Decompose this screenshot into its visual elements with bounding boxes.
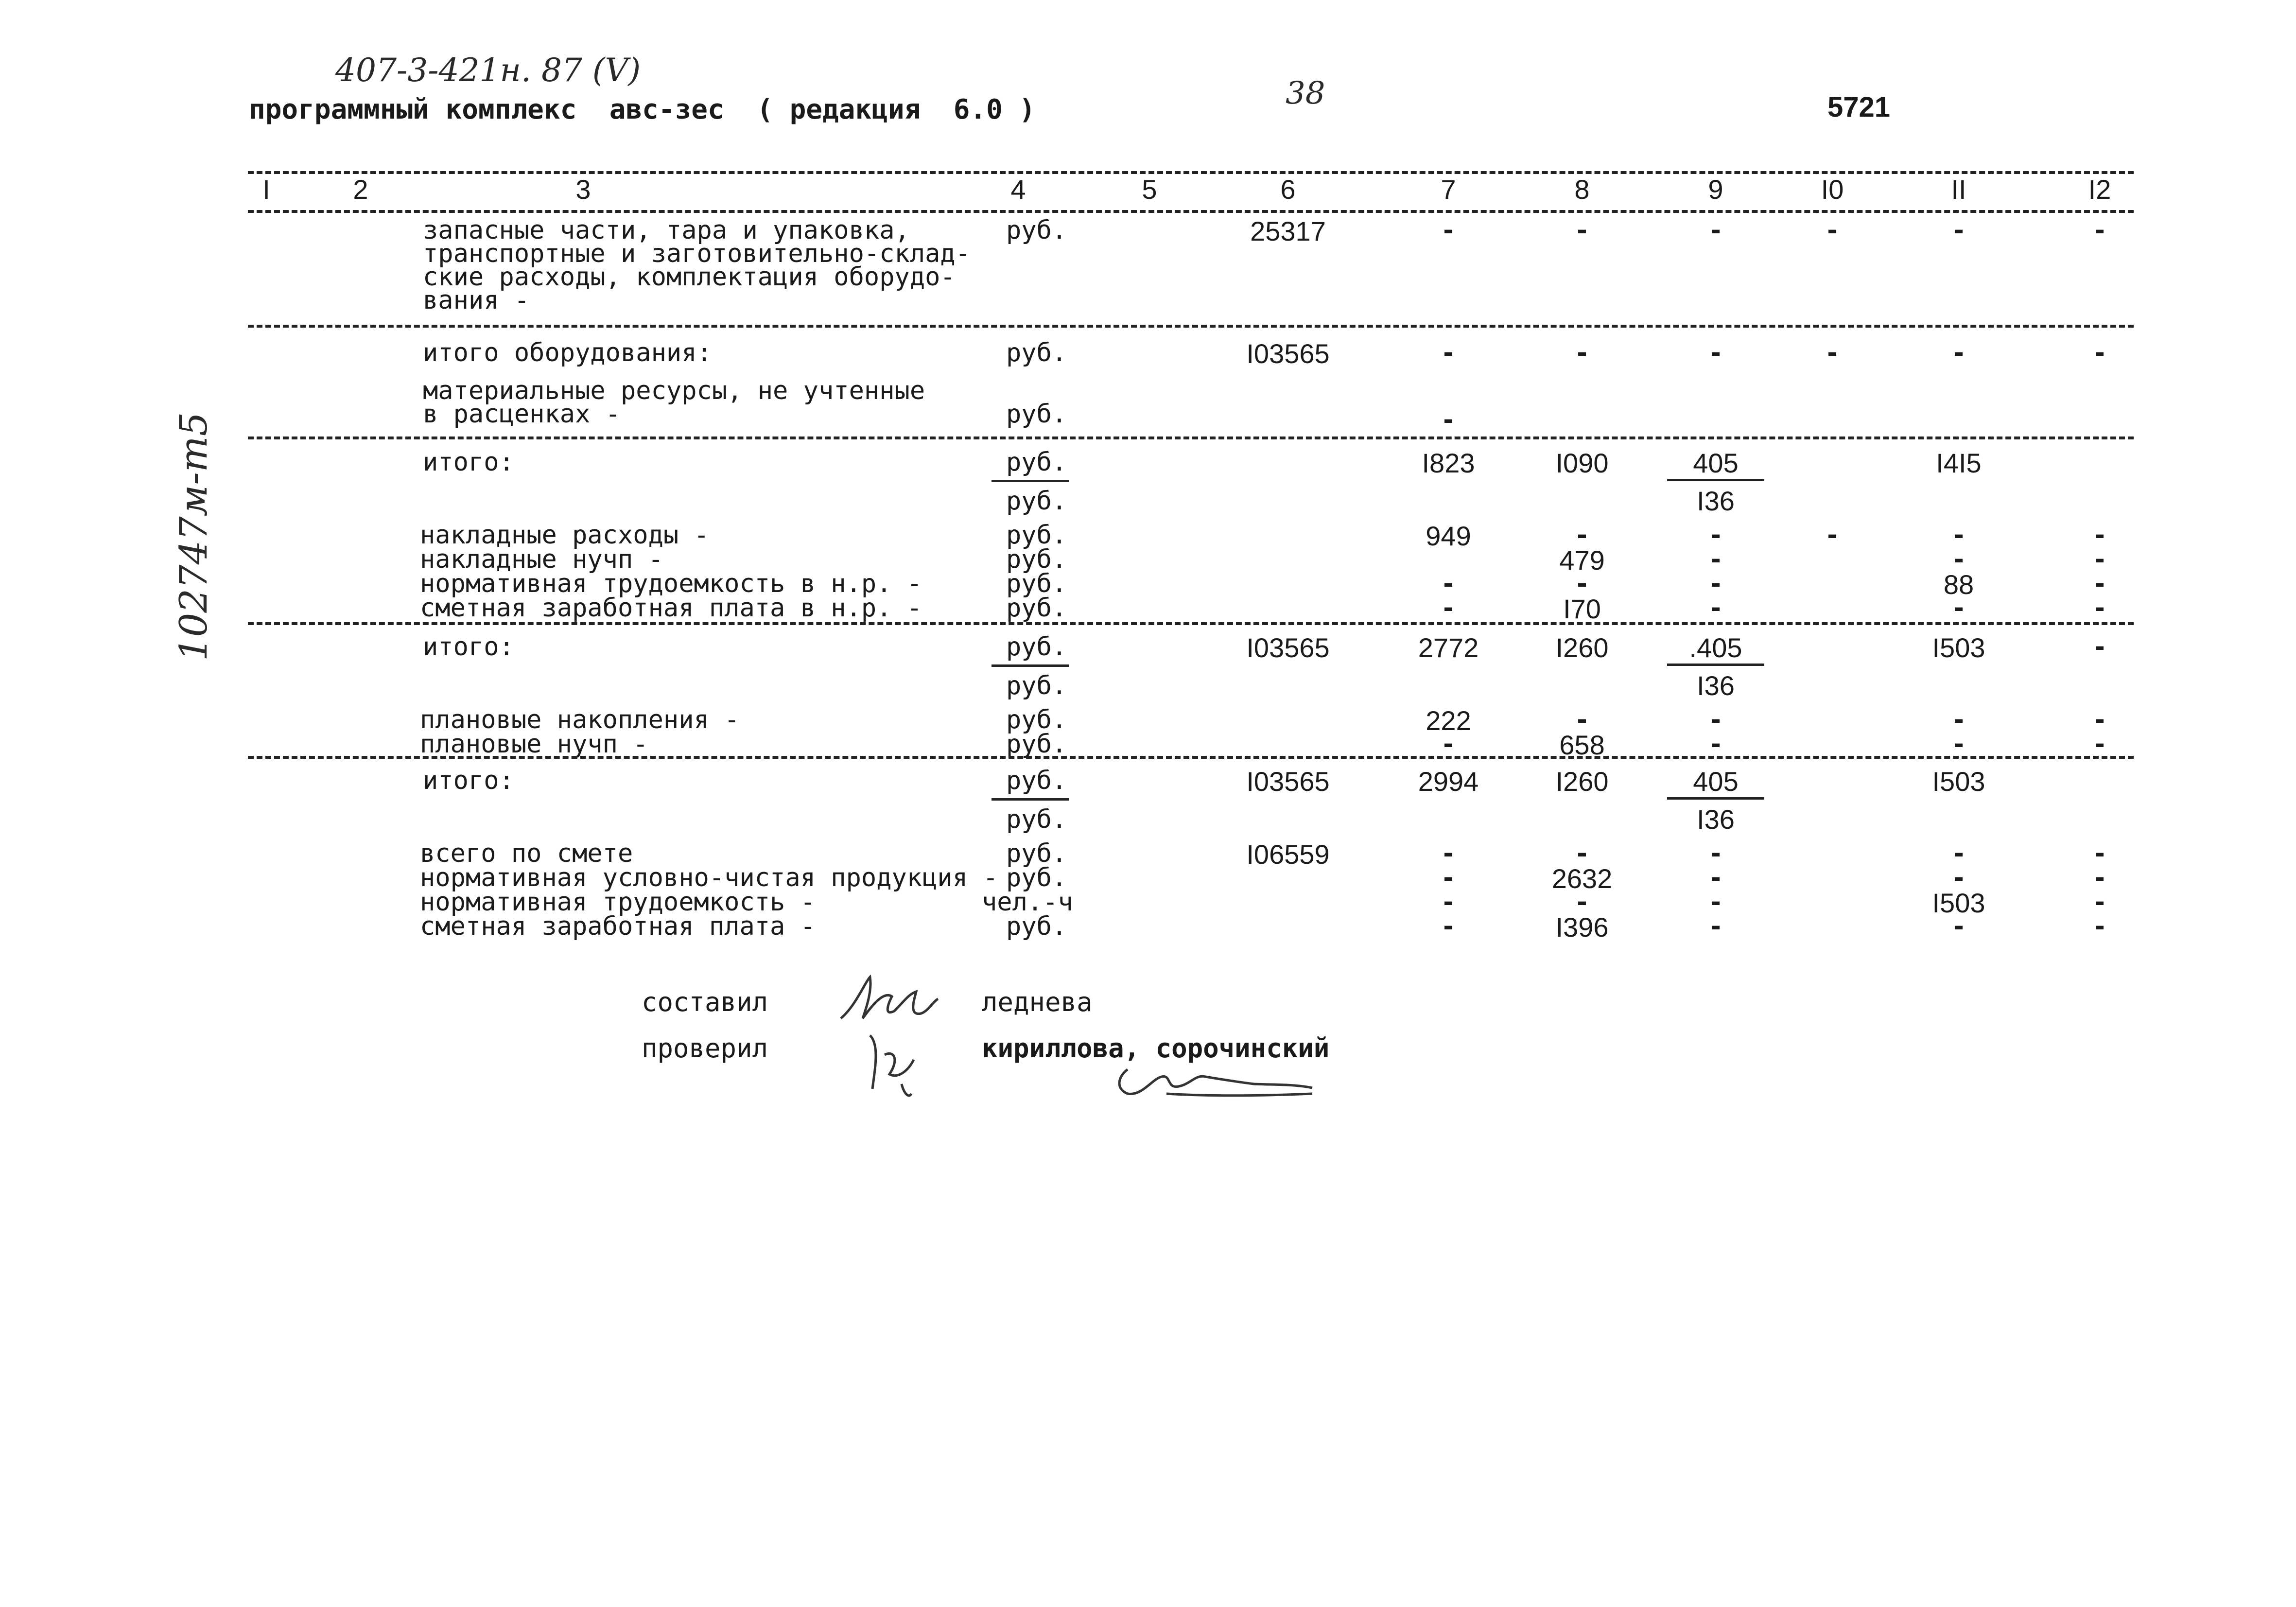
row-label: нормативная трудоемкость - <box>420 888 816 917</box>
empty-cell: - <box>2092 888 2107 917</box>
column-header: 2 <box>353 174 368 205</box>
unit-cell: руб. <box>1006 216 1067 245</box>
row-label: вания - <box>423 286 530 315</box>
value-cell: I36 <box>1697 804 1735 835</box>
empty-cell: - <box>1441 338 1456 367</box>
value-cell: I503 <box>1932 888 1985 918</box>
unit-cell: руб. <box>1006 569 1067 598</box>
empty-cell: - <box>1951 863 1966 892</box>
unit-cell: руб. <box>1006 766 1067 795</box>
value-cell: I260 <box>1555 632 1609 663</box>
value-cell: I03565 <box>1246 632 1330 663</box>
value-cell: I36 <box>1697 486 1735 516</box>
empty-cell: - <box>1708 863 1723 892</box>
row-label: запасные части, тара и упаковка, <box>423 216 910 245</box>
empty-cell: - <box>1708 839 1723 868</box>
signature-kirillova <box>855 1026 933 1103</box>
program-title: программный комплекс авс-зес ( редакция 6.0 ) <box>249 94 1036 125</box>
row-label: материальные ресурсы, не учтенные <box>423 376 925 405</box>
unit-cell: руб. <box>1006 338 1067 367</box>
empty-cell: - <box>1441 594 1456 623</box>
value-cell: I503 <box>1932 632 1985 663</box>
empty-cell: - <box>1951 839 1966 868</box>
row-label: сметная заработная плата - <box>420 912 816 941</box>
row-label: нормативная трудоемкость в н.р. - <box>420 569 922 598</box>
empty-cell: - <box>1951 521 1966 550</box>
value-cell: 25317 <box>1250 216 1326 246</box>
empty-cell: - <box>1951 594 1966 623</box>
empty-cell: - <box>2092 705 2107 734</box>
unit-cell: руб. <box>1006 487 1067 516</box>
row-label: накладные расходы - <box>420 521 709 550</box>
row-label: накладные нучп - <box>420 545 663 574</box>
value-cell: 2632 <box>1551 863 1613 894</box>
empty-cell: - <box>2092 594 2107 623</box>
value-cell: I03565 <box>1246 338 1330 369</box>
empty-cell: - <box>1441 888 1456 917</box>
column-header: 4 <box>1010 174 1026 205</box>
value-cell: I70 <box>1563 594 1601 624</box>
empty-cell: - <box>1574 338 1590 367</box>
empty-cell: - <box>1441 730 1456 759</box>
unit-cell: руб. <box>1006 521 1067 550</box>
unit-cell: руб. <box>1006 400 1067 429</box>
value-cell: 658 <box>1559 730 1605 760</box>
value-cell: 222 <box>1426 705 1471 736</box>
underline <box>991 664 1069 667</box>
empty-cell: - <box>2092 216 2107 245</box>
empty-cell: - <box>1708 338 1723 367</box>
value-cell: 949 <box>1426 521 1471 551</box>
empty-cell: - <box>1825 521 1840 550</box>
total-label: итого: <box>423 632 514 662</box>
empty-cell: - <box>1574 569 1590 598</box>
empty-cell: - <box>1825 338 1840 367</box>
row-label: всего по смете <box>420 839 633 868</box>
empty-cell: - <box>1574 521 1590 550</box>
empty-cell: - <box>2092 912 2107 941</box>
empty-cell: - <box>1951 338 1966 367</box>
unit-cell: чел.-ч <box>982 888 1073 917</box>
empty-cell: - <box>1825 216 1840 245</box>
header-bottom-rule <box>248 210 2134 213</box>
side-stamp: 102747м-т5 <box>172 412 216 661</box>
empty-cell: - <box>1951 730 1966 759</box>
page-number: 38 <box>1286 75 1325 111</box>
column-header: I0 <box>1821 174 1844 205</box>
value-cell: I4I5 <box>1936 448 1982 478</box>
value-cell: I260 <box>1555 766 1609 797</box>
row-label: транспортные и заготовительно-склад- <box>423 239 971 268</box>
checked-label: проверил <box>642 1033 768 1064</box>
row-label: сметная заработная плата в н.р. - <box>420 594 922 623</box>
value-cell: 405 <box>1693 448 1739 478</box>
value-cell: I090 <box>1555 448 1609 478</box>
checked-names: кириллова, сорочинский <box>982 1033 1330 1064</box>
unit-cell: руб. <box>1006 839 1067 868</box>
signature-ledneva <box>836 972 943 1031</box>
underline <box>991 480 1069 482</box>
empty-cell: - <box>1708 521 1723 550</box>
unit-cell: руб. <box>1006 448 1067 477</box>
empty-cell: - <box>2092 338 2107 367</box>
empty-cell: - <box>1951 545 1966 574</box>
table-top-rule <box>248 171 2134 174</box>
empty-cell: - <box>1708 216 1723 245</box>
value-cell: I396 <box>1555 912 1609 943</box>
empty-cell: - <box>1574 216 1590 245</box>
empty-cell: - <box>1574 888 1590 917</box>
section-rule <box>248 756 2134 759</box>
empty-cell: - <box>1708 730 1723 759</box>
unit-cell: руб. <box>1006 632 1067 662</box>
value-cell: 88 <box>1943 569 1974 600</box>
empty-cell: - <box>1708 888 1723 917</box>
value-cell: 405 <box>1693 766 1739 797</box>
value-cell: I823 <box>1422 448 1475 478</box>
empty-cell: - <box>2092 730 2107 759</box>
empty-cell: - <box>2092 569 2107 598</box>
empty-cell: - <box>1951 705 1966 734</box>
compiled-label: составил <box>642 987 768 1017</box>
section-rule <box>248 437 2134 439</box>
unit-cell: руб. <box>1006 730 1067 759</box>
total-label: итого: <box>423 766 514 795</box>
value-cell: I06559 <box>1246 839 1330 870</box>
empty-cell: - <box>2092 839 2107 868</box>
empty-cell: - <box>2092 521 2107 550</box>
value-cell: I36 <box>1697 670 1735 701</box>
empty-cell: - <box>1574 839 1590 868</box>
unit-cell: руб. <box>1006 671 1067 700</box>
empty-cell: - <box>1951 216 1966 245</box>
unit-cell: руб. <box>1006 594 1067 623</box>
handwritten-code: 407-3-421н. 87 (V) <box>335 52 641 89</box>
unit-cell: руб. <box>1006 805 1067 834</box>
empty-cell: - <box>1574 705 1590 734</box>
underline <box>1667 479 1764 481</box>
empty-cell: - <box>1441 863 1456 892</box>
empty-cell: - <box>1441 839 1456 868</box>
empty-cell: - <box>1951 912 1966 941</box>
value-cell: I503 <box>1932 766 1985 797</box>
empty-cell: - <box>1708 545 1723 574</box>
empty-cell: - <box>2092 863 2107 892</box>
column-header: I <box>262 174 270 205</box>
row-label: в расценках - <box>423 400 621 429</box>
empty-cell: - <box>1441 216 1456 245</box>
empty-cell: - <box>2092 632 2107 662</box>
row-label: ские расходы, комплектация оборудо- <box>423 262 956 292</box>
column-header: II <box>1951 174 1966 205</box>
value-cell: .405 <box>1689 632 1742 663</box>
column-header: 9 <box>1708 174 1723 205</box>
unit-cell: руб. <box>1006 545 1067 574</box>
compiled-name: леднева <box>982 987 1093 1017</box>
empty-cell: - <box>1441 569 1456 598</box>
empty-cell: - <box>1708 594 1723 623</box>
column-header: 6 <box>1280 174 1296 205</box>
value-cell: 479 <box>1559 545 1605 576</box>
row-label: плановые нучп - <box>420 730 648 759</box>
underline <box>991 798 1069 801</box>
row-label: нормативная условно-чистая продукция - <box>420 863 998 892</box>
signature-sorochinsky <box>1108 1050 1322 1108</box>
column-header: 5 <box>1142 174 1157 205</box>
section-rule <box>248 622 2134 625</box>
empty-cell: - <box>1708 569 1723 598</box>
value-cell: I03565 <box>1246 766 1330 797</box>
row-label: плановые накопления - <box>420 705 740 734</box>
column-header: 7 <box>1441 174 1456 205</box>
unit-cell: руб. <box>1006 863 1067 892</box>
underline <box>1667 797 1764 800</box>
row-label: итого оборудования: <box>423 338 712 367</box>
unit-cell: руб. <box>1006 912 1067 941</box>
empty-cell: - <box>2092 545 2107 574</box>
doc-number: 5721 <box>1827 91 1891 123</box>
empty-cell: - <box>1441 912 1456 941</box>
empty-cell: - <box>1708 705 1723 734</box>
column-header: I2 <box>2088 174 2111 205</box>
column-header: 8 <box>1574 174 1590 205</box>
underline <box>1667 664 1764 666</box>
value-cell: 2772 <box>1418 632 1479 663</box>
column-header: 3 <box>575 174 591 205</box>
total-label: итого: <box>423 448 514 477</box>
empty-cell: - <box>1441 405 1456 435</box>
value-cell: 2994 <box>1418 766 1479 797</box>
empty-cell: - <box>1708 912 1723 941</box>
unit-cell: руб. <box>1006 705 1067 734</box>
section-rule <box>248 325 2134 328</box>
